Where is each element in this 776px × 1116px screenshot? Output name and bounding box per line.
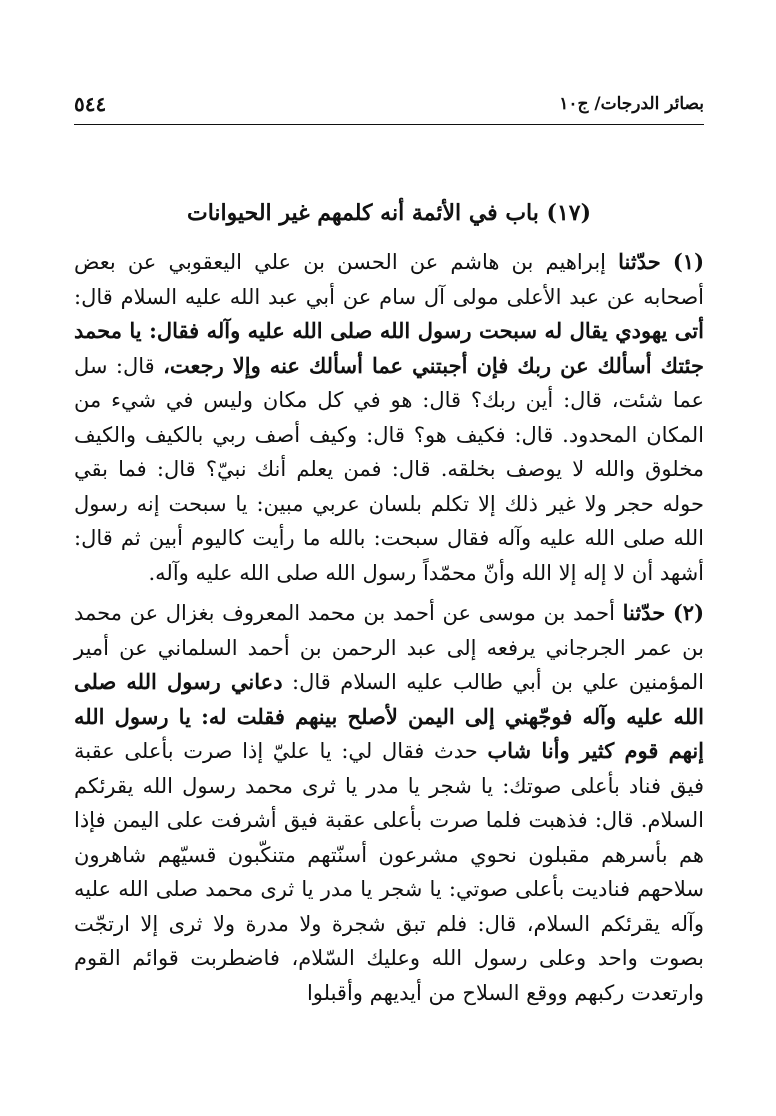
narration-lead: حدّثنا xyxy=(622,600,666,625)
paragraph-number: (١) xyxy=(672,249,704,274)
body-text xyxy=(74,245,704,1016)
narration-text: قال: سل عما شئت، قال: أين ربك؟ قال: هو في كل مكان وليس في شيء من المكان المحدود. قال: فكيف هو؟ قال: وكيف أصف ربي بالكيف والكيف مخلوق والله لا يوصف بخلقه. قال: فمن يعلم أنك نبيّ؟ قال: فما بقي حوله حجر ولا غير ذلك إلا تكلم بلسان عربي مبين: يا سبحت إنه رسول الله صلى الله عليه وآله فقال سبحت: بالله ما رأيت كاليوم أبين ثم قال: أشهد أن لا إله إلا الله وأنّ محمّداً رسول الله صلى الله عليه وآله. xyxy=(74,353,704,585)
narration-text: حدث فقال لي: يا عليّ إذا صرت بأعلى عقبة فيق فناد بأعلى صوتك: يا شجر يا مدر يا ثرى محمد رسول الله يقرئكم السلام. قال: فذهبت فلما صرت بأعلى عقبة فيق أشرفت على اليمن فإذا هم بأسرهم مقبلون نحوي مشرعون أسنّتهم متنكّبون قسيّهم شاهرون سلاحهم فناديت بأعلى صوتي: يا شجر يا مدر يا ثرى محمد صلى الله عليه وآله يقرئكم السلام، قال: فلم تبق شجرة ولا مدرة ولا ثرى إلا ارتجّت بصوت واحد وعلى رسول الله وعليك السّلام، فاضطربت قوائم القوم وارتعدت ركبهم ووقع السلاح من أيديهم وأقبلوا xyxy=(74,739,704,1005)
paragraph-2 xyxy=(74,596,704,1010)
narration-bold: دعاني رسول الله صلى الله عليه وآله فوجّهني إلى اليمن لأصلح بينهم فقلت له: يا رسول الله إنهم قوم كثير وأنا شاب xyxy=(74,669,704,763)
narration-bold: أتى يهودي يقال له سبحت رسول الله صلى الله عليه وآله فقال: يا محمد جئتك أسألك عن ربك فإن أجبتني عما أسألك عنه وإلا رجعت، xyxy=(74,318,704,378)
chain-text: إبراهيم بن هاشم عن الحسن بن علي اليعقوبي عن بعض أصحابه عن عبد الأعلى مولى آل سام عن أبي عبد الله عليه السلام قال: xyxy=(74,250,704,309)
book-title: بصائر الدرجات/ ج١٠ xyxy=(559,94,704,114)
running-header xyxy=(74,84,704,125)
paragraph-1 xyxy=(74,245,704,590)
narration-lead: حدّثنا xyxy=(618,249,661,274)
chain-text: أحمد بن موسى عن أحمد بن محمد المعروف بغزال عن محمد بن عمر الجرجاني يرفعه إلى عبد الرحمن بن أحمد السلماني عن أمير المؤمنين علي بن أبي طالب عليه السلام قال: xyxy=(74,601,705,694)
page-number: ٥٤٤ xyxy=(74,92,107,116)
paragraph-number: (٢) xyxy=(672,600,704,625)
chapter-heading: (١٧) باب في الأئمة أنه كلمهم غير الحيوانات xyxy=(186,200,591,226)
